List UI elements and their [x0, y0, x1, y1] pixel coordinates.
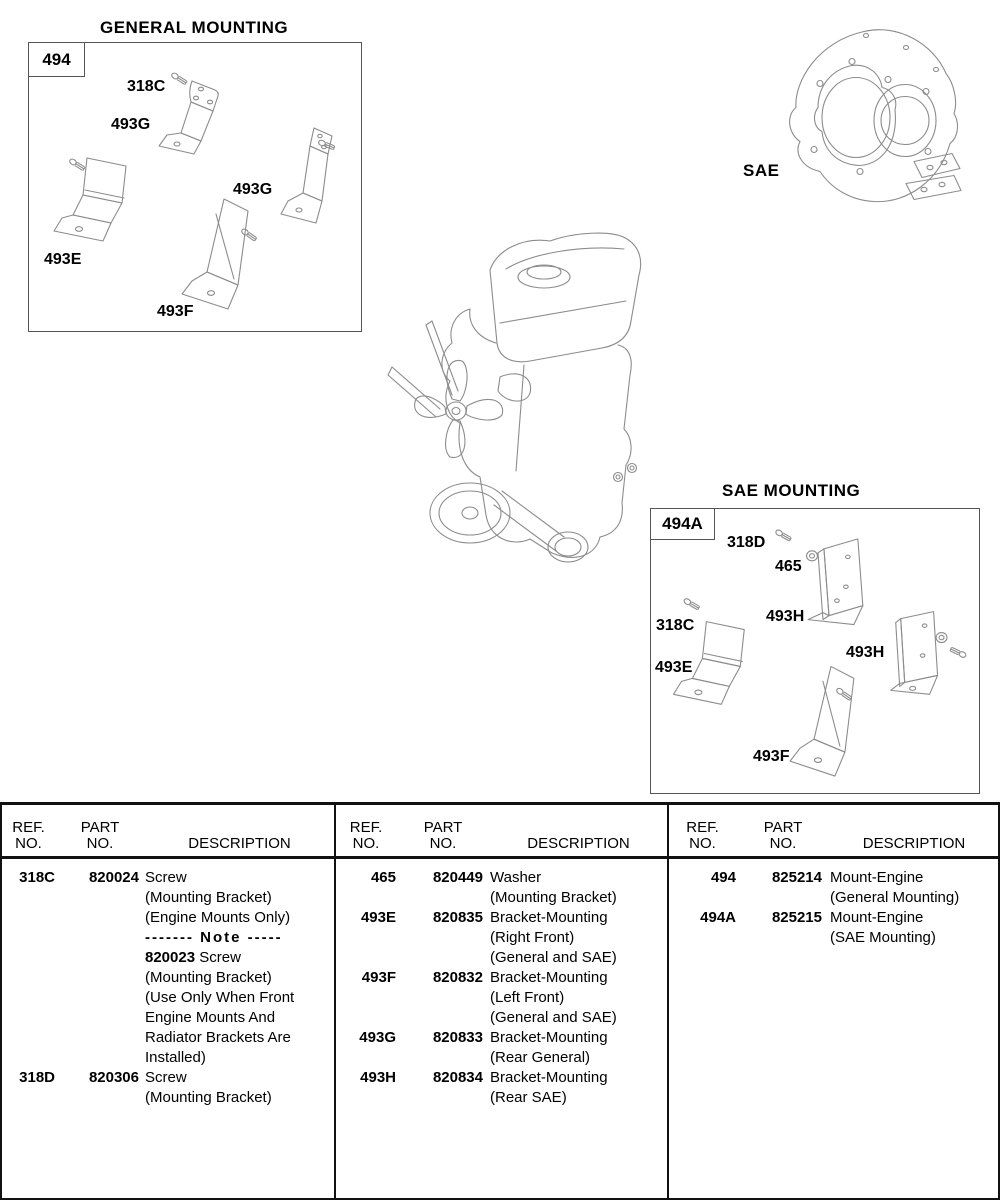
ref-no: 493E [360, 909, 396, 926]
description: Mount-Engine (SAE Mounting) [830, 909, 936, 946]
bracket-art [808, 539, 863, 625]
part-no: 820449 [432, 869, 483, 886]
screw-icon [836, 687, 852, 701]
part-label: 318C [656, 617, 695, 634]
column-header [336, 805, 667, 859]
screw-icon [69, 158, 86, 171]
part-label: 318D [727, 534, 766, 551]
mounting-foot-art [906, 154, 961, 200]
washer-icon [807, 551, 818, 561]
table-entry [669, 908, 998, 948]
part-no: 825214 [771, 869, 822, 886]
bracket-art [790, 666, 854, 776]
table-entry [336, 868, 667, 908]
engine-illustration [372, 225, 652, 570]
part-label: 465 [775, 558, 802, 575]
screw-icon [950, 647, 967, 659]
part-no: 820835 [432, 909, 483, 926]
description-header: DESCRIPTION [862, 835, 966, 852]
column-header [2, 805, 334, 859]
bracket-art [159, 81, 218, 154]
table-column [667, 805, 998, 1198]
bracket-art [281, 128, 332, 223]
fan-art [415, 360, 503, 457]
part-label: 493F [157, 303, 194, 320]
sae-mounting-title: SAE MOUNTING [722, 481, 861, 500]
bracket-art [54, 158, 126, 241]
pulley-belt-art [430, 483, 588, 562]
table-entry [336, 1028, 667, 1068]
part-no: 820833 [432, 1029, 483, 1046]
ref-no: 493H [360, 1069, 396, 1086]
part-no: 825215 [771, 909, 822, 926]
part-no: 820834 [432, 1069, 483, 1086]
table-entry [2, 868, 334, 1068]
part-label: 318C [127, 78, 166, 95]
part-label: 493H [766, 608, 805, 625]
table-entry [336, 968, 667, 1028]
description: Bracket-Mounting (Right Front) (General and SAE) [490, 909, 617, 966]
note-divider: ------- Note ----- [145, 929, 283, 946]
sae-housing-label: SAE [743, 161, 780, 180]
part-no: 820024 [88, 869, 139, 886]
part-label: 493E [44, 251, 82, 268]
table-column [2, 805, 334, 1198]
bracket-art [891, 612, 938, 695]
part-no: 820306 [88, 1069, 139, 1086]
screw-icon [318, 139, 335, 150]
part-label: 493G [111, 116, 151, 133]
parts-table [0, 802, 1000, 1200]
part-label: 493F [753, 748, 790, 765]
ref-no: 318C [19, 869, 55, 886]
part-label: 493H [846, 644, 885, 661]
part-no-header: PART NO. [763, 819, 803, 852]
bracket-art [182, 199, 248, 309]
ref-no: 493F [361, 969, 396, 986]
part-no: 820832 [432, 969, 483, 986]
ref-no: 318D [19, 1069, 55, 1086]
part-no-header: PART NO. [80, 819, 120, 852]
ref-no: 493G [359, 1029, 396, 1046]
ref-no: 494A [700, 909, 736, 926]
ref-no-header: REF. NO. [349, 819, 383, 852]
general-mounting-box [28, 42, 362, 332]
screw-icon [171, 72, 188, 85]
general-brackets-illustration [29, 43, 361, 331]
ref-no: 465 [370, 869, 396, 886]
part-no-header: PART NO. [423, 819, 463, 852]
screw-icon [683, 598, 700, 611]
description: Bracket-Mounting (Rear General) [490, 1029, 608, 1066]
screw-icon [775, 529, 792, 542]
ref-no-header: REF. NO. [686, 819, 719, 852]
table-entry [669, 868, 998, 908]
part-label: 493G [233, 181, 273, 198]
description: Screw (Mounting Bracket) [145, 1069, 272, 1106]
flywheel-housing-illustration [768, 20, 968, 218]
general-box-ref-tag: 494 [29, 43, 85, 77]
sae-box-ref-tag: 494A [651, 509, 715, 540]
washer-icon [936, 633, 947, 643]
part-label: 493E [655, 659, 693, 676]
column-header [669, 805, 998, 859]
general-mounting-title: GENERAL MOUNTING [100, 18, 289, 37]
table-column [334, 805, 667, 1198]
sae-mounting-box [650, 508, 980, 794]
ref-no: 494 [710, 869, 736, 886]
description-header: DESCRIPTION [188, 835, 291, 852]
screw-icon [241, 228, 257, 242]
sae-brackets-illustration [651, 509, 979, 793]
description: Bracket-Mounting (Rear SAE) [490, 1069, 608, 1106]
description: Mount-Engine (General Mounting) [830, 869, 960, 906]
table-entry [336, 908, 667, 968]
description-header: DESCRIPTION [527, 835, 630, 852]
table-entry [336, 1068, 667, 1108]
description: Bracket-Mounting (Left Front) (General and SAE) [490, 969, 617, 1026]
table-entry [2, 1068, 334, 1108]
description: Screw (Mounting Bracket) (Engine Mounts Only) ------- Note ----- 820023 Screw (Mounting Bracket) (Use Only When Front Engine Mounts And Radiator Brackets Are Installed) [145, 868, 334, 1068]
description: Washer (Mounting Bracket) [490, 869, 617, 906]
ref-no-header: REF. NO. [12, 819, 45, 852]
